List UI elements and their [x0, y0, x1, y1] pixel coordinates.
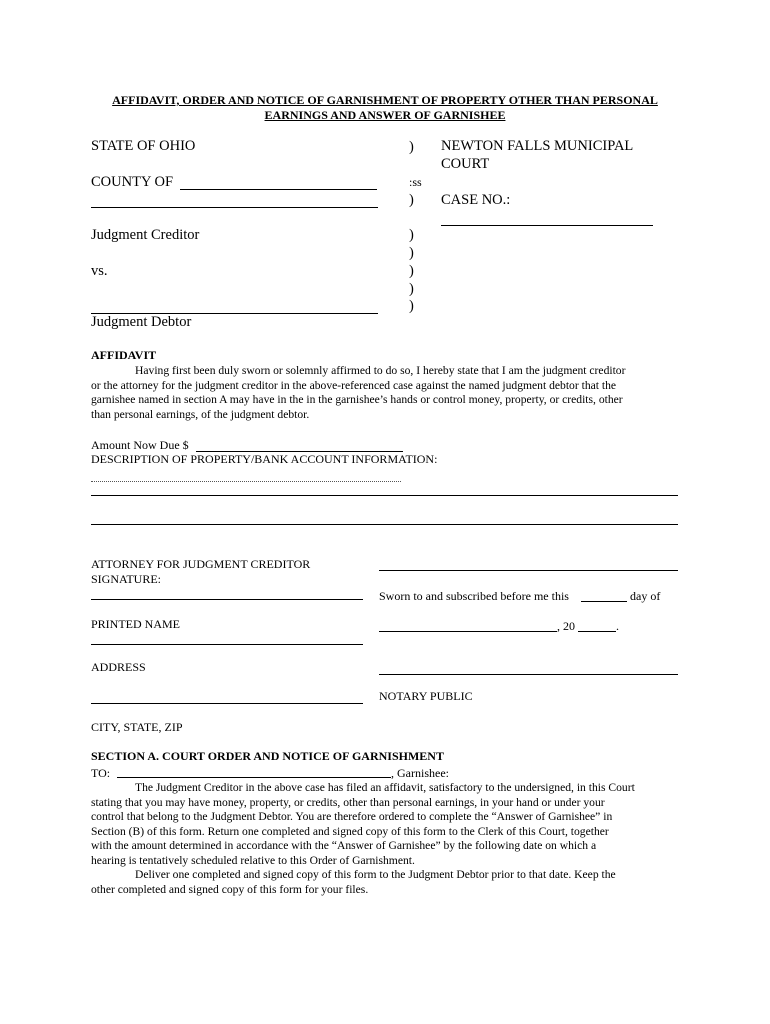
printed-name-label: PRINTED NAME: [91, 617, 180, 631]
state-label: STATE OF OHIO: [91, 138, 196, 154]
address-input-line[interactable]: [91, 703, 363, 704]
court-name-line-1: NEWTON FALLS MUNICIPAL: [441, 138, 634, 154]
notary-signature-line[interactable]: [379, 570, 678, 571]
affidavit-heading: AFFIDAVIT: [91, 348, 157, 362]
city-state-zip-label: CITY, STATE, ZIP: [91, 720, 183, 734]
county-input-line[interactable]: [180, 189, 377, 190]
judgment-debtor-label: Judgment Debtor: [91, 314, 192, 330]
notary-public-line[interactable]: [379, 674, 678, 675]
judgment-creditor-label: Judgment Creditor: [91, 227, 200, 243]
case-number-input-line[interactable]: [441, 225, 653, 226]
form-title-line-2: EARNINGS AND ANSWER OF GARNISHEE: [264, 108, 506, 122]
sworn-text: Sworn to and subscribed before me this: [379, 589, 569, 603]
affidavit-text-line: garnishee named in section A may have in the in the garnishee’s hands or control money, property, or credits, other: [91, 393, 623, 406]
caption-paren: ): [409, 192, 414, 208]
sworn-month-input-line[interactable]: [379, 631, 557, 632]
day-of-label: day of: [630, 589, 661, 603]
attorney-signature-input-line[interactable]: [91, 599, 363, 600]
sworn-day-input-line[interactable]: [581, 601, 627, 602]
affidavit-text-line: Having first been duly sworn or solemnly affirmed to do so, I hereby state that I am the judgment creditor: [135, 364, 626, 377]
amount-due-label: Amount Now Due $: [91, 438, 189, 452]
caption-blank-line[interactable]: [91, 207, 378, 208]
section-a-text-line: hearing is tentatively scheduled relative to this Order of Garnishment.: [91, 853, 415, 867]
section-a-text-line: stating that you may have money, property, or credits, other than personal earnings, in your hand or under your: [91, 795, 605, 809]
section-a-text-line: The Judgment Creditor in the above case has filed an affidavit, satisfactory to the undersigned, in this Court: [135, 781, 635, 794]
caption-paren: ): [409, 245, 414, 261]
garnishee-name-input-line[interactable]: [117, 777, 391, 778]
caption-paren: ): [409, 227, 414, 243]
section-a-text-line: control that belong to the Judgment Debtor. You are therefore ordered to complete the “Answer of Garnishee” in: [91, 810, 613, 823]
ss-label: :ss: [409, 175, 422, 189]
sworn-year-input-line[interactable]: [578, 631, 616, 632]
section-a-heading: SECTION A. COURT ORDER AND NOTICE OF GARNISHMENT: [91, 749, 444, 763]
section-a-text-line: other completed and signed copy of this form for your files.: [91, 882, 369, 896]
caption-paren: ): [409, 263, 414, 279]
year-prefix: , 20: [557, 619, 575, 633]
description-input-line[interactable]: [91, 524, 678, 525]
description-label: DESCRIPTION OF PROPERTY/BANK ACCOUNT INFORMATION:: [91, 452, 438, 466]
section-a-text-line: Deliver one completed and signed copy of this form to the Judgment Debtor prior to that date. Keep the: [135, 868, 616, 881]
caption-paren: ): [409, 281, 414, 297]
caption-paren: ): [409, 139, 414, 155]
vs-label: vs.: [91, 263, 108, 279]
notary-public-label: NOTARY PUBLIC: [379, 689, 473, 703]
printed-name-input-line[interactable]: [91, 644, 363, 645]
case-number-label: CASE NO.:: [441, 192, 511, 208]
address-label: ADDRESS: [91, 660, 146, 674]
court-name-line-2: COURT: [441, 156, 490, 172]
county-label: COUNTY OF: [91, 174, 174, 190]
attorney-signature-label-2: SIGNATURE:: [91, 572, 162, 586]
to-label: TO:: [91, 766, 111, 780]
section-a-text-line: with the amount determined in accordance with the “Answer of Garnishee” by the following date on which a: [91, 839, 597, 852]
section-a-text-line: Section (B) of this form. Return one completed and signed copy of this form to the Clerk of this Court, together: [91, 824, 609, 838]
form-title-line-1: AFFIDAVIT, ORDER AND NOTICE OF GARNISHMENT OF PROPERTY OTHER THAN PERSONAL: [112, 93, 658, 107]
description-input-line[interactable]: [91, 481, 401, 482]
affidavit-text-line: or the attorney for the judgment creditor in the above-referenced case against the named judgment debtor that the: [91, 378, 617, 392]
description-input-line[interactable]: [91, 495, 678, 496]
caption-paren: ): [409, 298, 414, 314]
affidavit-text-line: than personal earnings, of the judgment debtor.: [91, 407, 310, 421]
garnishee-label: , Garnishee:: [391, 766, 449, 780]
attorney-signature-label: ATTORNEY FOR JUDGMENT CREDITOR: [91, 557, 311, 571]
